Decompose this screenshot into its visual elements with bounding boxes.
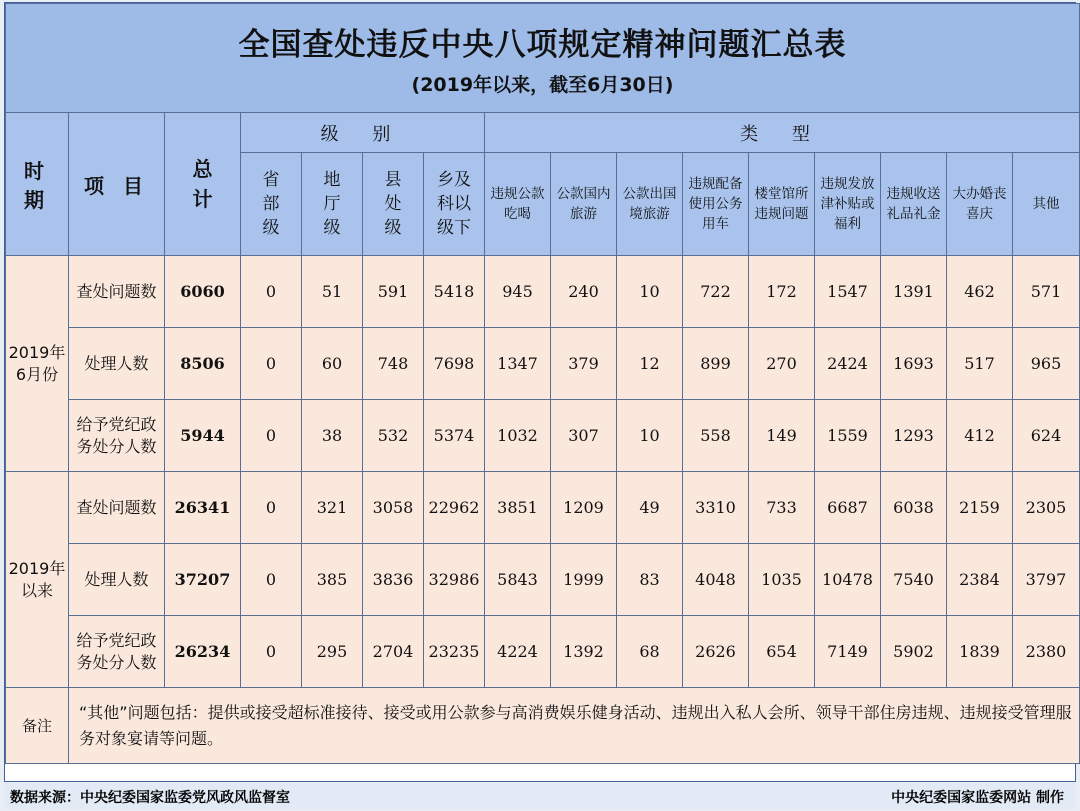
type-group-header: 类 型: [485, 113, 1080, 153]
type-cell: 1035: [749, 544, 815, 616]
level-cell: 5374: [424, 400, 485, 472]
period-cell: [6, 472, 69, 688]
line: 违规配备: [688, 176, 743, 192]
level-cell: 748: [363, 328, 424, 400]
level-header-0: [241, 153, 302, 256]
line: 以来: [20, 580, 53, 600]
level-cell: 0: [241, 328, 302, 400]
level-cell: 2704: [363, 616, 424, 688]
level-header-1: [302, 153, 363, 256]
type-cell: 412: [947, 400, 1013, 472]
type-cell: 4224: [485, 616, 551, 688]
type-cell: 270: [749, 328, 815, 400]
table-row: [6, 328, 1080, 400]
item-cell: [69, 544, 165, 616]
line: 务处分人数: [76, 652, 157, 672]
total-cell: 8506: [165, 328, 241, 400]
type-cell: 624: [1013, 400, 1080, 472]
line: 喜庆: [966, 206, 993, 222]
line: 查处问题数: [76, 281, 157, 301]
line: 级: [384, 218, 402, 238]
type-cell: 2380: [1013, 616, 1080, 688]
line: 使用公务: [688, 196, 743, 212]
type-cell: 7149: [815, 616, 881, 688]
type-header-0: [485, 153, 551, 256]
note-text: “其他”问题包括：提供或接受超标准接待、接受或用公款参与高消费娱乐健身活动、违规出入私人会所、领导干部住房违规、违规接受管理服务对象宴请等问题。: [69, 688, 1080, 764]
type-cell: 1839: [947, 616, 1013, 688]
summary-table-frame: [4, 2, 1076, 782]
type-cell: 2626: [683, 616, 749, 688]
type-cell: 558: [683, 400, 749, 472]
type-cell: 1209: [551, 472, 617, 544]
table-row: [6, 400, 1080, 472]
total-cell: 26341: [165, 472, 241, 544]
period-cell: [6, 256, 69, 472]
level-cell: 3058: [363, 472, 424, 544]
type-cell: 12: [617, 328, 683, 400]
total-header: [165, 113, 241, 256]
type-cell: 68: [617, 616, 683, 688]
type-cell: 2159: [947, 472, 1013, 544]
type-cell: 965: [1013, 328, 1080, 400]
line: 违规发放: [820, 176, 875, 192]
line: 福利: [834, 216, 861, 232]
line: 乡及: [437, 170, 471, 190]
type-cell: 654: [749, 616, 815, 688]
level-header-3: [424, 153, 485, 256]
line: 6月份: [15, 364, 59, 384]
type-cell: 571: [1013, 256, 1080, 328]
line: 旅游: [570, 206, 597, 222]
summary-table: [5, 3, 1080, 764]
table-row: [6, 616, 1080, 688]
type-cell: 49: [617, 472, 683, 544]
type-cell: 172: [749, 256, 815, 328]
level-header-2: [363, 153, 424, 256]
item-header: 项 目: [69, 113, 165, 256]
total-cell: 6060: [165, 256, 241, 328]
level-cell: 0: [241, 616, 302, 688]
line: 楼堂馆所: [754, 186, 809, 202]
type-cell: 1032: [485, 400, 551, 472]
type-cell: 83: [617, 544, 683, 616]
type-cell: 6687: [815, 472, 881, 544]
level-cell: 321: [302, 472, 363, 544]
level-cell: 60: [302, 328, 363, 400]
line: 其他: [1032, 196, 1060, 212]
type-cell: 10: [617, 256, 683, 328]
type-cell: 240: [551, 256, 617, 328]
type-cell: 6038: [881, 472, 947, 544]
level-cell: 532: [363, 400, 424, 472]
type-cell: 462: [947, 256, 1013, 328]
line: 2019年: [8, 558, 66, 578]
line: 查处问题数: [76, 497, 157, 517]
type-header-6: [881, 153, 947, 256]
line: 厅: [323, 194, 341, 214]
item-cell: [69, 328, 165, 400]
level-cell: 32986: [424, 544, 485, 616]
page-title: 全国查处违反中央八项规定精神问题汇总表: [238, 27, 847, 63]
type-cell: 722: [683, 256, 749, 328]
type-cell: 10: [617, 400, 683, 472]
level-cell: 3836: [363, 544, 424, 616]
type-header-3: [683, 153, 749, 256]
level-cell: 0: [241, 472, 302, 544]
total-cell: 26234: [165, 616, 241, 688]
table-row: [6, 544, 1080, 616]
footer: [4, 783, 1076, 809]
line: 给予党纪政: [76, 630, 157, 650]
type-cell: 149: [749, 400, 815, 472]
line: 级: [262, 218, 280, 238]
type-cell: 5902: [881, 616, 947, 688]
line: 境旅游: [629, 206, 670, 222]
type-cell: 899: [683, 328, 749, 400]
line: 公款国内: [556, 186, 611, 202]
type-cell: 1293: [881, 400, 947, 472]
item-cell: [69, 400, 165, 472]
line: 处理人数: [84, 569, 149, 589]
type-cell: 2424: [815, 328, 881, 400]
level-cell: 0: [241, 544, 302, 616]
data-source: 数据来源：中央纪委国家监委党风政风监督室: [10, 790, 290, 806]
line: 大办婚丧: [952, 186, 1007, 202]
line: 科以: [437, 194, 471, 214]
level-cell: 0: [241, 400, 302, 472]
type-cell: 517: [947, 328, 1013, 400]
type-cell: 10478: [815, 544, 881, 616]
type-header-4: [749, 153, 815, 256]
type-cell: 307: [551, 400, 617, 472]
type-cell: 1391: [881, 256, 947, 328]
line: 用车: [702, 216, 729, 232]
type-cell: 2384: [947, 544, 1013, 616]
type-cell: 1693: [881, 328, 947, 400]
line: 违规问题: [754, 206, 809, 222]
table-title-cell: [6, 4, 1080, 113]
line: 给予党纪政: [76, 414, 157, 434]
type-cell: 4048: [683, 544, 749, 616]
level-cell: 5418: [424, 256, 485, 328]
level-cell: 0: [241, 256, 302, 328]
type-cell: 5843: [485, 544, 551, 616]
line: 县: [384, 170, 402, 190]
level-cell: 591: [363, 256, 424, 328]
level-cell: 51: [302, 256, 363, 328]
line: 2019年: [8, 342, 66, 362]
note-label: 备注: [6, 688, 69, 764]
type-header-5: [815, 153, 881, 256]
total-cell: 5944: [165, 400, 241, 472]
line: 地: [323, 170, 341, 190]
period-header: 时 期: [6, 113, 69, 256]
line: 务处分人数: [76, 436, 157, 456]
line: 部: [262, 194, 280, 214]
type-cell: 7540: [881, 544, 947, 616]
level-group-header: 级 别: [241, 113, 485, 153]
type-cell: 945: [485, 256, 551, 328]
type-header-2: [617, 153, 683, 256]
line: 公款出国: [622, 186, 677, 202]
page-subtitle: (2019年以来，截至6月30日): [411, 74, 674, 96]
line: 级: [323, 218, 341, 238]
line: 津补贴或: [820, 196, 875, 212]
producer-credit: 中央纪委国家监委网站 制作: [891, 790, 1064, 806]
type-cell: 1347: [485, 328, 551, 400]
type-header-8: [1013, 153, 1080, 256]
level-cell: 295: [302, 616, 363, 688]
type-cell: 1559: [815, 400, 881, 472]
line: 处: [384, 194, 402, 214]
item-cell: [69, 472, 165, 544]
level-cell: 7698: [424, 328, 485, 400]
level-cell: 385: [302, 544, 363, 616]
type-cell: 1547: [815, 256, 881, 328]
type-cell: 3851: [485, 472, 551, 544]
type-cell: 1999: [551, 544, 617, 616]
total-cell: 37207: [165, 544, 241, 616]
line: 级下: [437, 218, 471, 238]
table-row: [6, 472, 1080, 544]
level-cell: 38: [302, 400, 363, 472]
total-header-label: 总 计: [192, 157, 213, 211]
level-cell: 22962: [424, 472, 485, 544]
type-cell: 3310: [683, 472, 749, 544]
line: 省: [262, 170, 280, 190]
type-cell: 379: [551, 328, 617, 400]
item-cell: [69, 616, 165, 688]
type-cell: 2305: [1013, 472, 1080, 544]
item-cell: [69, 256, 165, 328]
line: 违规收送: [886, 186, 941, 202]
level-cell: 23235: [424, 616, 485, 688]
line: 礼品礼金: [886, 206, 941, 222]
type-cell: 733: [749, 472, 815, 544]
table-row: [6, 256, 1080, 328]
type-header-7: [947, 153, 1013, 256]
type-cell: 3797: [1013, 544, 1080, 616]
type-cell: 1392: [551, 616, 617, 688]
type-header-1: [551, 153, 617, 256]
line: 处理人数: [84, 353, 149, 373]
line: 吃喝: [504, 206, 531, 222]
line: 违规公款: [490, 186, 545, 202]
